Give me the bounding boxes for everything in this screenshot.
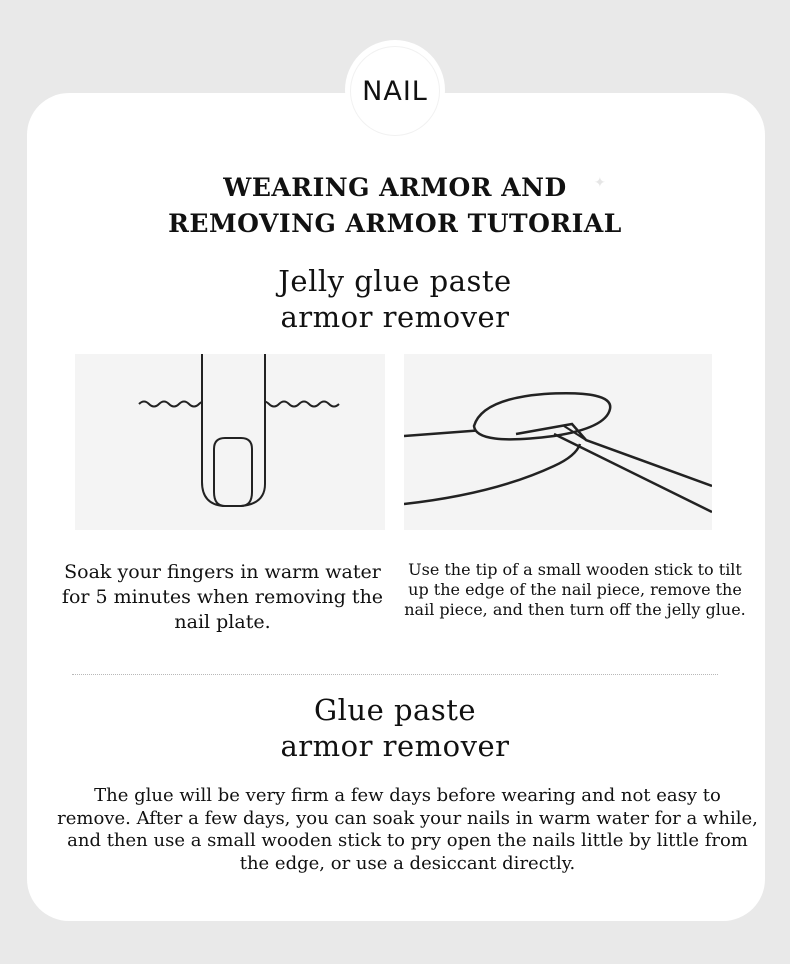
finger-soaking-illustration: [75, 354, 385, 530]
step-2-caption: Use the tip of a small wooden stick to tilt up the edge of the nail piece, remove the nail piece, and then turn off the jelly glue.: [404, 560, 746, 619]
section-glue-title-line-1: Glue paste: [313, 693, 477, 727]
section-jelly-title-line-2: armor remover: [280, 300, 510, 334]
page-title-line-1: WEARING ARMOR AND: [223, 173, 567, 202]
section-glue-title: [0, 692, 790, 764]
wooden-stick-illustration: [404, 354, 712, 530]
section-jelly-title-line-1: Jelly glue paste: [278, 264, 512, 298]
glue-removal-instructions: The glue will be very firm a few days before wearing and not easy to remove. After a few days, you can soak your nails in warm water for a while, and then use a small wooden stick to pry open the nails little by little from the edge, or use a desiccant directly.: [57, 785, 758, 874]
step-1-caption: Soak your fingers in warm water for 5 minutes when removing the nail plate.: [61, 561, 384, 633]
section-divider: [72, 674, 718, 675]
section-jelly-title: [0, 263, 790, 335]
finger-soaking-icon: [75, 354, 385, 530]
wooden-stick-icon: [404, 354, 712, 530]
page-title-line-2: REMOVING ARMOR TUTORIAL: [168, 209, 622, 238]
section-glue-title-line-2: armor remover: [280, 729, 510, 763]
sparkle-icon: ✦: [594, 175, 606, 191]
nail-badge: NAIL: [351, 47, 439, 135]
page-title: [0, 170, 790, 242]
